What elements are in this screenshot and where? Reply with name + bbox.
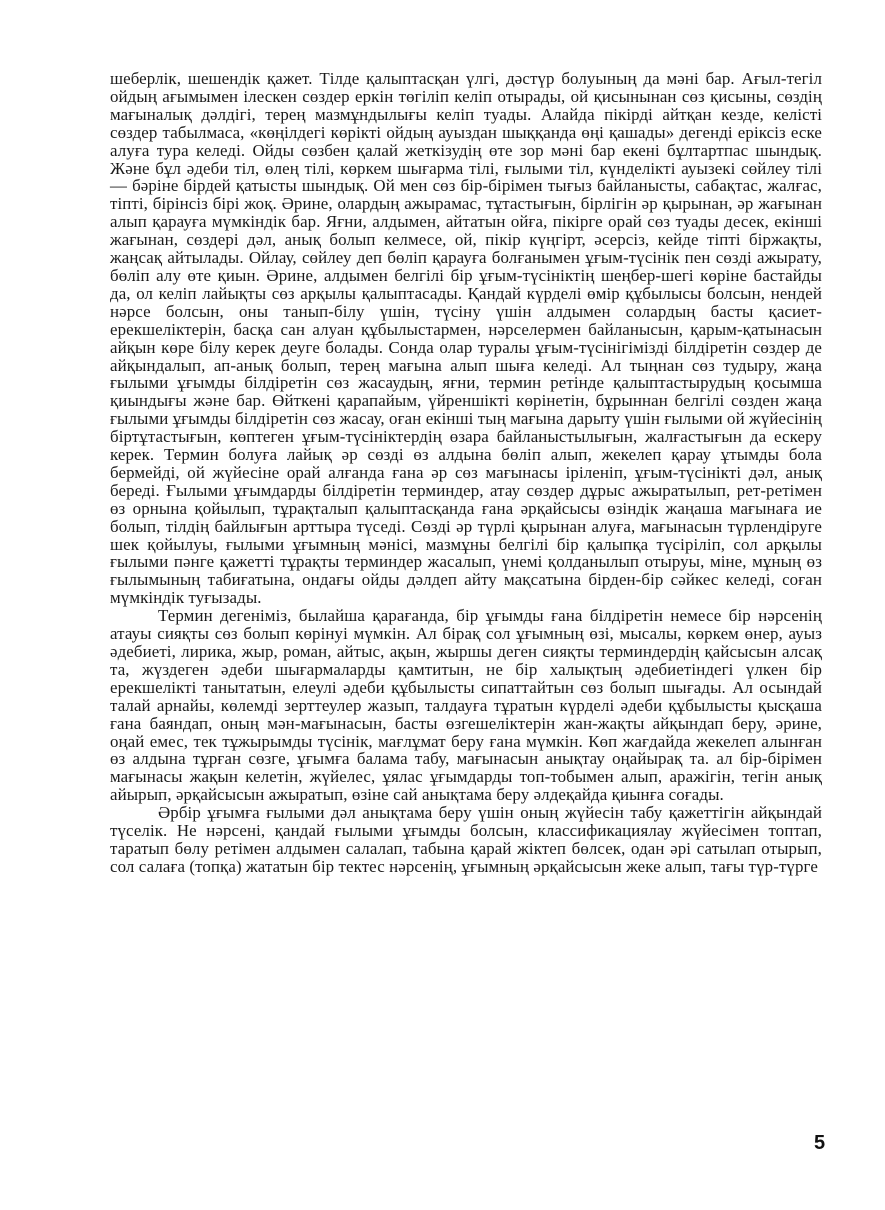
page-number: 5 [814, 1132, 826, 1154]
document-page [110, 70, 822, 1150]
paragraph-classification: Әрбір ұғымға ғылыми дәл анықтама беру үшін оның жүйесін табу қажеттігін айқындай түселік. Не нәрсені, қандай ғылыми ұғымды болсын, классификациялау жүйесімен топтап, таратып бөлу ретімен алдымен салалап, табына қарай жіктеп бөлсек, одан әрі сатылап отырып, сол салаға (топқа) жататын бір тектес нәрсенің, ұғымның әрқайсысын жеке алып, тағы түр-түрге [110, 803, 822, 876]
paragraph-continuation: шеберлік, шешендік қажет. Тілде қалыптасқан үлгі, дәстүр болуының да мәні бар. Ағыл-тегіл ойдың ағымымен ілескен сөздер еркін төгіліп келіп отырады, ой қисынынан сөз қисыны, сөздің мағыналық дәлдігі, терең мазмұндылығы келіп туады. Алайда пікірді айтқан кезде, келісті сөздер табылмаса, «көңілдегі көрікті ойдың ауыздан шыққанда өңі қашады» дегенді еріксіз еске алуға тура келеді. Ойды сөзбен қалай жеткізудің өте зор мәні бар екені бұлтартпас шындық. Және бұл әдеби тіл, өлең тілі, көркем шығарма тілі, ғылыми тіл, күнделікті ауызекі сөйлеу тілі — бәріне бірдей қатысты шындық. Ой мен сөз бір-бірімен тығыз байланысты, сабақтас, жалғас, тіпті, бірінсіз бірі жоқ. Әрине, олардың ажырамас, тұтастығын, бірлігін әр қырынан, әр жағынан алып қарауға мүмкіндік бар. Яғни, алдымен, айтатын ойға, пікірге орай сөз туады десек, екінші жағынан, сөздері дәл, анық болып келмесе, ой, пікір күңгірт, әсерсіз, кейде тіпті біржақты, жаңсақ айтылады. Ойлау, сөйлеу деп бөліп қарауға болғанымен ұғым-түсінік пен сөзді ажырату, бөліп алу өте қиын. Әрине, алдымен белгілі бір ұғым-түсініктің шеңбер-шегі көріне бастайды да, ол келіп лайықты сөз арқылы қалыптасады. Қандай күрделі өмір құбылысы болсын, нендей нәрсе болсын, оны танып-білу үшін, түсіну үшін алдымен солардың басты қасиет-ерекшеліктерін, басқа сан алуан құбылыстармен, нәрселермен байланысын, қарым-қатынасын айқын көре білу керек деуге болады. Сонда олар туралы ұғым-түсінігімізді білдіретін сөздер де айқындалып, ап-анық болып, терең мағына алып шыға келеді. Ал тыңнан сөз тудыру, жаңа ғылыми ұғымды білдіретін сөз жасаудың, яғни, термин ретінде қалыптастырудың қосымша қиындығы және бар. Өйткені қарапайым, үйреншікті көрінетін, бұрыннан белгілі сөзден жаңа ғылыми ұғымды білдіретін сөз жасау, оған екінші тың мағына дарыту үшін ғылыми ой жүйесінің біртұтастығын, көптеген ұғым-түсініктердің өзара байланыстылығын, жалғастығын да ескеру керек. Термин болуға лайық әр сөзді өз алдына бөліп алып, жекелеп қарау ұтымды бола бермейді, ой жүйесіне орай алғанда ғана әр сөз мағынасы іріленіп, ұғым-түсінікті дәл, анық береді. Ғылыми ұғымдарды білдіретін терминдер, атау сөздер дұрыс ажыратылып, рет-ретімен өз орнына қойылып, тұрақталып қалыптасқанда ғана әрқайсысы өзіндік жаңаша мағынаға ие болып, тілдің байлығын арттыра түседі. Сөзді әр түрлі қырынан алуға, мағынасын түрлендіруге шек қойылуы, ғылыми ұғымның мәнісі, мазмұны белгілі бір қалыпқа түсіріліп, сол арқылы ғылыми пәнге қажетті тұрақты терминдер жасалып, үнемі қолданылып отыруы, міне, мұның өз ғылымының табиғатына, ондағы ойды дәлдеп айту мақсатына бірден-бір сәйкес келеді, соған мүмкіндік туғызады. [110, 69, 822, 608]
paragraph-term-definition: Термин дегеніміз, былайша қарағанда, бір ұғымды ғана білдіретін немесе бір нәрсенің атауы сияқты сөз болып көрінуі мүмкін. Ал бірақ сол ұғымның өзі, мысалы, көркем өнер, ауыз әдебиеті, лирика, жыр, роман, айтыс, ақын, жыршы деген сияқты терминдердің қайсысын алсақ та, жүздеген әдеби шығармаларды қамтитын, не бір халықтың әдебиетіндегі үлкен бір ерекшелікті танытатын, елеулі әдеби құбылысты сипаттайтын сөз болып шығады. Ал осындай талай арнайы, көлемді зерттеулер жазып, талдауға тұратын күрделі әдеби құбылысты қысқаша ғана баяндап, оның мән-мағынасын, басты өзгешеліктерін жан-жақты айқындап беру, әрине, оңай емес, тек тұжырымды түсінік, мағлұмат беру ғана мүмкін. Көп жағдайда жекелеп алынған өз алдына тұрған сөзге, ұғымға балама табу, мағынасын анықтау оңайырақ та. ал бір-бірімен мағынасы жақын келетін, жүйелес, ұялас ұғымдарды топ-тобымен алып, аражігін, тегін анық айырып, әрқайсысын ажыратып, өзіне сай анықтама беру әлдеқайда қиынға соғады. [110, 606, 822, 805]
